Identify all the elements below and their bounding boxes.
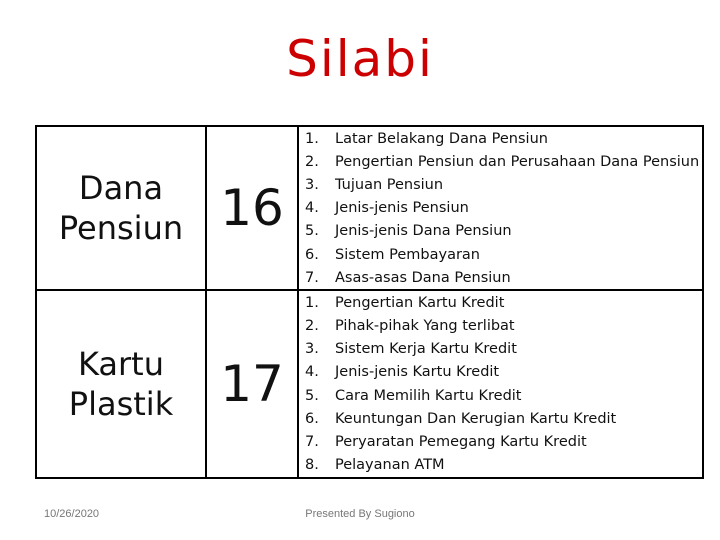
list-item xyxy=(299,173,702,196)
list-item xyxy=(299,361,702,384)
topic-label: Plastik xyxy=(68,385,174,424)
item-text: Sistem Kerja Kartu Kredit xyxy=(335,341,517,358)
item-text: Keuntungan Dan Kerugian Kartu Kredit xyxy=(335,410,617,427)
meeting-number: 17 xyxy=(220,355,284,414)
item-number: 1. xyxy=(305,294,319,311)
item-number: 2. xyxy=(305,153,319,170)
meeting-cell xyxy=(206,126,298,290)
list-item xyxy=(299,220,702,243)
item-text: Asas-asas Dana Pensiun xyxy=(335,269,511,286)
item-text: Pengertian Kartu Kredit xyxy=(335,294,505,311)
item-text: Pelayanan ATM xyxy=(335,457,445,474)
item-number: 3. xyxy=(305,341,319,358)
item-number: 3. xyxy=(305,176,319,193)
list-item xyxy=(299,384,702,407)
item-number: 4. xyxy=(305,200,319,217)
meeting-cell xyxy=(206,290,298,478)
item-number: 1. xyxy=(305,130,319,147)
topic-cell xyxy=(36,126,206,290)
item-text: Jenis-jenis Dana Pensiun xyxy=(335,223,512,240)
list-item xyxy=(299,291,702,314)
item-text: Tujuan Pensiun xyxy=(335,176,444,193)
item-text: Pengertian Pensiun dan Perusahaan Dana Pensiun xyxy=(335,153,700,170)
item-text: Sistem Pembayaran xyxy=(335,246,480,263)
item-list xyxy=(299,127,702,289)
item-number: 2. xyxy=(305,318,319,335)
list-item xyxy=(299,315,702,338)
item-number: 6. xyxy=(305,246,319,263)
list-item xyxy=(299,243,702,266)
list-item xyxy=(299,197,702,220)
items-cell xyxy=(298,290,703,478)
item-text: Cara Memilih Kartu Kredit xyxy=(335,387,522,404)
syllabus-table xyxy=(35,125,704,479)
item-number: 7. xyxy=(305,434,319,451)
list-item xyxy=(299,150,702,173)
footer-presenter: Presented By Sugiono xyxy=(305,508,415,520)
items-cell xyxy=(298,126,703,290)
list-item xyxy=(299,407,702,430)
item-number: 7. xyxy=(305,269,319,286)
item-text: Latar Belakang Dana Pensiun xyxy=(335,130,548,147)
list-item xyxy=(299,454,702,477)
slide-title: Silabi xyxy=(286,30,434,88)
item-text: Jenis-jenis Kartu Kredit xyxy=(335,364,500,381)
table-row xyxy=(36,290,703,478)
footer-date: 10/26/2020 xyxy=(44,508,100,520)
topic-label: Pensiun xyxy=(58,209,184,248)
item-list xyxy=(299,291,702,477)
topic-label: Dana xyxy=(78,169,164,208)
list-item xyxy=(299,266,702,289)
item-text: Peryaratan Pemegang Kartu Kredit xyxy=(335,434,587,451)
list-item xyxy=(299,430,702,453)
topic-cell xyxy=(36,290,206,478)
list-item xyxy=(299,127,702,150)
table-row xyxy=(36,126,703,290)
item-number: 5. xyxy=(305,223,319,240)
topic-label: Kartu xyxy=(77,345,164,384)
item-number: 5. xyxy=(305,387,319,404)
meeting-number: 16 xyxy=(220,179,284,238)
item-text: Jenis-jenis Pensiun xyxy=(335,200,469,217)
item-number: 6. xyxy=(305,410,319,427)
item-number: 8. xyxy=(305,457,319,474)
item-text: Pihak-pihak Yang terlibat xyxy=(335,318,515,335)
list-item xyxy=(299,338,702,361)
item-number: 4. xyxy=(305,364,319,381)
